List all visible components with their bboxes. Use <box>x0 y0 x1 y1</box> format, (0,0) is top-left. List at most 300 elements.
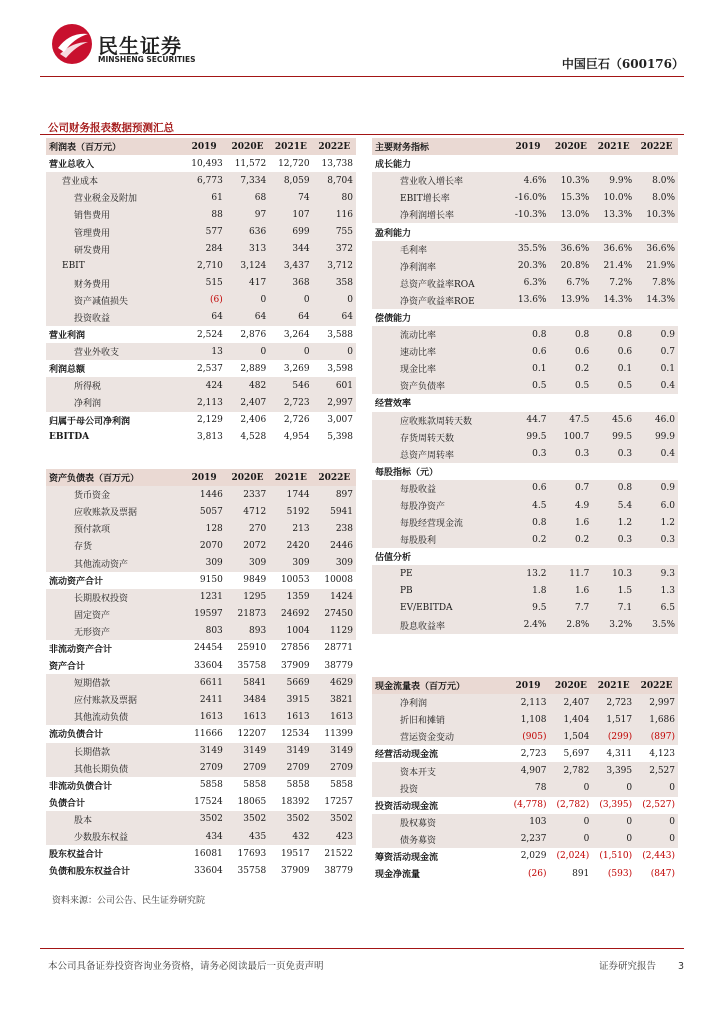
row-label: 筹资活动现金流 <box>375 852 439 863</box>
table-row <box>46 155 356 172</box>
page-number: 3 <box>677 961 684 972</box>
table-row <box>46 674 356 691</box>
value-cell: 6611 <box>182 674 225 691</box>
value-cell: 0.6 <box>592 343 635 360</box>
blank-cell <box>635 634 678 651</box>
row-label: 净利润 <box>46 394 182 411</box>
row-label: 应付账款及票据 <box>46 691 182 708</box>
row-label: PE <box>372 565 507 582</box>
table-row <box>46 189 356 206</box>
value-cell: 372 <box>313 241 356 258</box>
value-cell: 80 <box>313 189 356 206</box>
value-cell: (6) <box>182 292 225 309</box>
value-cell: 10.0% <box>592 189 635 206</box>
value-cell: 10.3% <box>635 206 678 223</box>
value-cell: 1,404 <box>549 711 592 728</box>
year-header-cell: 2020E <box>226 469 269 486</box>
value-cell: 7.8% <box>635 275 678 292</box>
row-label: 负债和股东权益合计 <box>49 867 131 878</box>
row-label: 速动比率 <box>372 343 507 360</box>
table-row <box>46 623 356 640</box>
row-label: EV/EBITDA <box>372 600 507 617</box>
table-row <box>372 309 678 326</box>
value-cell: 368 <box>269 275 312 292</box>
footer-disclaimer: 本公司具备证券投资咨询业务资格，请务必阅读最后一页免责声明 <box>48 961 324 972</box>
table-row <box>372 429 678 446</box>
value-cell: 1,108 <box>507 711 550 728</box>
value-cell: 3149 <box>182 743 225 760</box>
row-label: 流动负债合计 <box>49 730 104 741</box>
row-label: 投资收益 <box>46 309 182 326</box>
value-cell <box>507 463 550 480</box>
row-label: 营业外收支 <box>46 343 182 360</box>
year-header-cell: 2019 <box>182 469 225 486</box>
value-cell <box>592 548 635 565</box>
value-cell: 755 <box>313 223 356 240</box>
value-cell: 19517 <box>280 848 310 859</box>
value-cell: 0 <box>592 814 635 831</box>
table-row <box>46 862 356 879</box>
value-cell: 35758 <box>237 865 267 876</box>
value-cell: 0.3 <box>592 531 635 548</box>
row-label: 营业利润 <box>49 331 86 342</box>
value-cell: 2446 <box>313 537 356 554</box>
value-cell: (847) <box>650 868 675 879</box>
value-cell: 12,720 <box>278 158 310 169</box>
blank-cell <box>592 634 635 651</box>
company-name: 中国巨石（600176） <box>561 57 684 71</box>
value-cell: 803 <box>182 623 225 640</box>
value-cell: 9.9% <box>592 172 635 189</box>
value-cell <box>507 394 550 411</box>
value-cell: 46.0 <box>635 412 678 429</box>
value-cell: 0 <box>313 343 356 360</box>
value-cell <box>549 394 592 411</box>
row-label: 经营活动现金流 <box>375 750 439 761</box>
value-cell: 19597 <box>182 606 225 623</box>
value-cell: 2,113 <box>507 694 550 711</box>
table-title-cell: 主要财务指标 <box>372 138 507 155</box>
table-row <box>372 831 678 848</box>
value-cell: 432 <box>269 828 312 845</box>
footer-divider <box>40 948 684 949</box>
value-cell: 3484 <box>226 691 269 708</box>
value-cell: 417 <box>226 275 269 292</box>
year-header-cell: 2022E <box>635 677 678 694</box>
value-cell: 2709 <box>182 760 225 777</box>
value-cell: 0.1 <box>635 360 678 377</box>
value-cell: 3.2% <box>592 617 635 634</box>
value-cell: 1231 <box>182 589 225 606</box>
value-cell <box>635 309 678 326</box>
row-label: 投资活动现金流 <box>375 801 439 812</box>
row-label: 股本 <box>46 811 182 828</box>
value-cell: 5858 <box>199 780 223 791</box>
value-cell: 12534 <box>280 728 310 739</box>
value-cell: 33604 <box>194 660 223 671</box>
value-cell: 1.8 <box>507 582 550 599</box>
value-cell: 3,712 <box>313 258 356 275</box>
value-cell: 21.9% <box>635 258 678 275</box>
value-cell: 2,407 <box>549 694 592 711</box>
value-cell: 13.3% <box>592 206 635 223</box>
value-cell: 0.5 <box>549 377 592 394</box>
value-cell: 5192 <box>269 503 312 520</box>
table-row <box>372 865 678 882</box>
value-cell: 344 <box>269 241 312 258</box>
value-cell: 309 <box>226 554 269 571</box>
value-cell <box>549 463 592 480</box>
value-cell: 8.0% <box>635 189 678 206</box>
value-cell: 1744 <box>269 486 312 503</box>
table-row <box>372 241 678 258</box>
value-cell: 2,524 <box>197 329 223 340</box>
value-cell: 2709 <box>313 760 356 777</box>
value-cell: 2,129 <box>197 415 223 426</box>
logo-english-name: MINSHENG SECURITIES <box>98 55 196 64</box>
table-row <box>372 711 678 728</box>
value-cell: 18065 <box>237 797 267 808</box>
table-row <box>372 206 678 223</box>
value-cell: (905) <box>507 728 550 745</box>
value-cell: 0 <box>635 831 678 848</box>
value-cell: 1129 <box>313 623 356 640</box>
year-header-cell: 2022E <box>635 138 678 155</box>
value-cell: 893 <box>226 623 269 640</box>
table-row <box>46 258 356 275</box>
value-cell: 5669 <box>269 674 312 691</box>
value-cell: 18392 <box>280 797 310 808</box>
row-label: 投资 <box>372 780 507 797</box>
value-cell: 13.6% <box>507 292 550 309</box>
table-row <box>372 326 678 343</box>
value-cell: 482 <box>226 377 269 394</box>
value-cell: 8,704 <box>313 172 356 189</box>
value-cell: 213 <box>269 520 312 537</box>
value-cell: 1,517 <box>592 711 635 728</box>
value-cell: 37909 <box>280 865 310 876</box>
value-cell: 1,686 <box>635 711 678 728</box>
table-row <box>46 606 356 623</box>
row-label: 归属于母公司净利润 <box>49 416 131 427</box>
value-cell: 3,269 <box>283 363 310 374</box>
value-cell: 0.8 <box>592 480 635 497</box>
table-row <box>46 520 356 537</box>
row-label: 资产合计 <box>49 662 86 673</box>
section-title: 公司财务报表数据预测汇总 <box>48 122 174 134</box>
value-cell: 36.6% <box>635 241 678 258</box>
value-cell: 7,334 <box>226 172 269 189</box>
row-label: 财务费用 <box>46 275 182 292</box>
value-cell: 17524 <box>194 797 223 808</box>
value-cell: 116 <box>313 206 356 223</box>
table-row <box>46 828 356 845</box>
value-cell: 0.8 <box>507 514 550 531</box>
value-cell: 5858 <box>243 780 267 791</box>
value-cell: 2070 <box>182 537 225 554</box>
value-cell: 515 <box>182 275 225 292</box>
value-cell: 0.2 <box>507 531 550 548</box>
value-cell: 64 <box>269 309 312 326</box>
value-cell: 100.7 <box>549 429 592 446</box>
row-label: 少数股东权益 <box>46 828 182 845</box>
value-cell: 0.8 <box>549 326 592 343</box>
value-cell: 99.9 <box>635 429 678 446</box>
value-cell: 5.4 <box>592 497 635 514</box>
row-label: 总资产收益率ROA <box>372 275 507 292</box>
value-cell: 0.7 <box>635 343 678 360</box>
table-row <box>46 292 356 309</box>
value-cell: 5858 <box>286 780 310 791</box>
value-cell: 2337 <box>226 486 269 503</box>
value-cell: 424 <box>182 377 225 394</box>
row-label: 毛利率 <box>372 241 507 258</box>
value-cell: 13.9% <box>549 292 592 309</box>
table-row <box>372 292 678 309</box>
value-cell: 0 <box>549 814 592 831</box>
row-label: 销售费用 <box>46 206 182 223</box>
value-cell: 3149 <box>226 743 269 760</box>
row-label: 营业税金及附加 <box>46 189 182 206</box>
value-cell: 25910 <box>237 643 267 654</box>
value-cell: 0 <box>592 831 635 848</box>
value-cell: 2,710 <box>182 258 225 275</box>
value-cell: 3149 <box>313 743 356 760</box>
value-cell: 6,773 <box>182 172 225 189</box>
value-cell <box>592 394 635 411</box>
value-cell <box>507 309 550 326</box>
value-cell: 8.0% <box>635 172 678 189</box>
value-cell: 9.5 <box>507 600 550 617</box>
table-header-row <box>46 138 356 155</box>
value-cell: 10053 <box>280 575 310 586</box>
value-cell: 6.5 <box>635 600 678 617</box>
value-cell: 103 <box>507 814 550 831</box>
value-cell: (299) <box>592 728 635 745</box>
value-cell: 699 <box>269 223 312 240</box>
table-row <box>372 548 678 565</box>
value-cell: 3915 <box>269 691 312 708</box>
value-cell: 21873 <box>226 606 269 623</box>
value-cell: 27856 <box>280 643 310 654</box>
value-cell: 2,029 <box>520 851 547 862</box>
table-row <box>46 309 356 326</box>
value-cell: 0.9 <box>635 480 678 497</box>
table-row <box>372 745 678 762</box>
value-cell: 0.3 <box>592 446 635 463</box>
table-row <box>46 223 356 240</box>
minsheng-logo-icon <box>50 22 94 66</box>
value-cell: 0.4 <box>635 446 678 463</box>
table-row <box>46 777 356 794</box>
value-cell: 3.5% <box>635 617 678 634</box>
value-cell: 11.7 <box>549 565 592 582</box>
row-label: 股东权益合计 <box>49 850 104 861</box>
table-row <box>372 497 678 514</box>
table-row <box>372 514 678 531</box>
year-header-cell: 2020E <box>549 138 592 155</box>
value-cell: 2,723 <box>520 748 547 759</box>
value-cell: 2420 <box>269 537 312 554</box>
value-cell: 309 <box>269 554 312 571</box>
row-label: 预付款项 <box>46 520 182 537</box>
table-row <box>372 343 678 360</box>
value-cell: 78 <box>507 780 550 797</box>
value-cell: 5,697 <box>563 748 590 759</box>
value-cell: 0.1 <box>507 360 550 377</box>
table-row <box>46 275 356 292</box>
value-cell: 10.3 <box>592 565 635 582</box>
value-cell: 891 <box>572 868 590 879</box>
value-cell <box>592 309 635 326</box>
table-row <box>46 554 356 571</box>
blank-cell <box>549 634 592 651</box>
table-row <box>46 394 356 411</box>
table-row <box>46 503 356 520</box>
value-cell: 0.2 <box>549 531 592 548</box>
value-cell: 1424 <box>313 589 356 606</box>
table-row <box>372 694 678 711</box>
value-cell: 21522 <box>324 848 353 859</box>
row-label: 固定资产 <box>46 606 182 623</box>
value-cell: 3,437 <box>269 258 312 275</box>
table-row <box>46 725 356 742</box>
source-note: 资料来源：公司公告、民生证券研究院 <box>52 896 206 906</box>
row-label: 其他流动资产 <box>46 554 182 571</box>
table-row <box>46 589 356 606</box>
year-header-cell: 2021E <box>592 138 635 155</box>
year-header-cell: 2019 <box>507 677 550 694</box>
value-cell: 0.5 <box>507 377 550 394</box>
row-label: 每股收益 <box>372 480 507 497</box>
table-row <box>372 275 678 292</box>
value-cell <box>549 155 592 172</box>
row-label: 非流动资产合计 <box>49 644 113 655</box>
value-cell: 47.5 <box>549 412 592 429</box>
value-cell: 2,726 <box>283 415 310 426</box>
value-cell: 38779 <box>324 660 353 671</box>
value-cell: 4.5 <box>507 497 550 514</box>
value-cell: 68 <box>226 189 269 206</box>
value-cell: 284 <box>182 241 225 258</box>
value-cell: 358 <box>313 275 356 292</box>
table-row <box>46 343 356 360</box>
value-cell: 0.6 <box>507 480 550 497</box>
value-cell: 1.6 <box>549 514 592 531</box>
value-cell: 0 <box>635 814 678 831</box>
table-row <box>372 480 678 497</box>
value-cell: 3821 <box>313 691 356 708</box>
value-cell: 13.0% <box>549 206 592 223</box>
value-cell: 97 <box>226 206 269 223</box>
value-cell: 3502 <box>226 811 269 828</box>
value-cell: 4.9 <box>549 497 592 514</box>
value-cell: 636 <box>226 223 269 240</box>
value-cell: (2,443) <box>642 851 675 862</box>
value-cell: 2,876 <box>240 329 267 340</box>
row-label: EBIT <box>46 258 182 275</box>
value-cell: 1613 <box>269 708 312 725</box>
value-cell: 37909 <box>280 660 310 671</box>
value-cell: (3,395) <box>599 800 633 811</box>
value-cell: 28771 <box>324 643 353 654</box>
value-cell: (593) <box>607 868 633 879</box>
value-cell <box>592 463 635 480</box>
table-row <box>46 486 356 503</box>
blank-cell <box>372 634 507 651</box>
row-label: 所得税 <box>46 377 182 394</box>
value-cell: 2,889 <box>240 363 267 374</box>
table-row <box>46 743 356 760</box>
value-cell: 3,588 <box>327 329 353 340</box>
value-cell: 0.7 <box>549 480 592 497</box>
value-cell: 3,007 <box>327 415 353 426</box>
year-header-cell: 2022E <box>313 469 356 486</box>
value-cell <box>592 223 635 240</box>
value-cell: 435 <box>226 828 269 845</box>
value-cell: 3,813 <box>197 432 223 443</box>
value-cell: 13 <box>182 343 225 360</box>
value-cell: 35.5% <box>507 241 550 258</box>
table-row <box>46 537 356 554</box>
year-header-cell: 2021E <box>592 677 635 694</box>
value-cell <box>507 155 550 172</box>
value-cell: 38779 <box>324 865 353 876</box>
value-cell: 44.7 <box>507 412 550 429</box>
table-row <box>372 848 678 865</box>
value-cell: 2411 <box>182 691 225 708</box>
value-cell: 24454 <box>194 643 223 654</box>
value-cell: 11666 <box>194 728 223 739</box>
row-label: 无形资产 <box>46 623 182 640</box>
value-cell: 15.3% <box>549 189 592 206</box>
value-cell <box>635 463 678 480</box>
value-cell: (1,510) <box>599 851 633 862</box>
value-cell: 1004 <box>269 623 312 640</box>
table-title-cell: 资产负债表（百万元） <box>46 469 182 486</box>
row-label: 资产减值损失 <box>46 292 182 309</box>
section-divider <box>40 134 684 135</box>
row-label: 营运资金变动 <box>372 728 507 745</box>
row-label: 经营效率 <box>375 399 412 410</box>
page-header <box>0 0 724 78</box>
value-cell: 20.8% <box>549 258 592 275</box>
row-label: PB <box>372 582 507 599</box>
value-cell: 0.3 <box>507 446 550 463</box>
value-cell: 2,997 <box>635 694 678 711</box>
value-cell: 14.3% <box>635 292 678 309</box>
value-cell: 2,997 <box>313 394 356 411</box>
value-cell: 0.6 <box>507 343 550 360</box>
table-row <box>46 760 356 777</box>
row-label: 管理费用 <box>46 223 182 240</box>
value-cell: 0 <box>635 780 678 797</box>
value-cell: 88 <box>182 206 225 223</box>
blank-cell <box>507 634 550 651</box>
table-row <box>372 412 678 429</box>
row-label: 资本开支 <box>372 762 507 779</box>
value-cell: 1613 <box>182 708 225 725</box>
value-cell: 2,237 <box>507 831 550 848</box>
row-label: 净利润率 <box>372 258 507 275</box>
value-cell: 0.2 <box>549 360 592 377</box>
value-cell: 5841 <box>226 674 269 691</box>
row-label: 股息收益率 <box>372 617 507 634</box>
value-cell: 4629 <box>313 674 356 691</box>
value-cell: 9.3 <box>635 565 678 582</box>
row-label: 长期股权投资 <box>46 589 182 606</box>
report-type: 证券研究报告 <box>598 961 656 972</box>
